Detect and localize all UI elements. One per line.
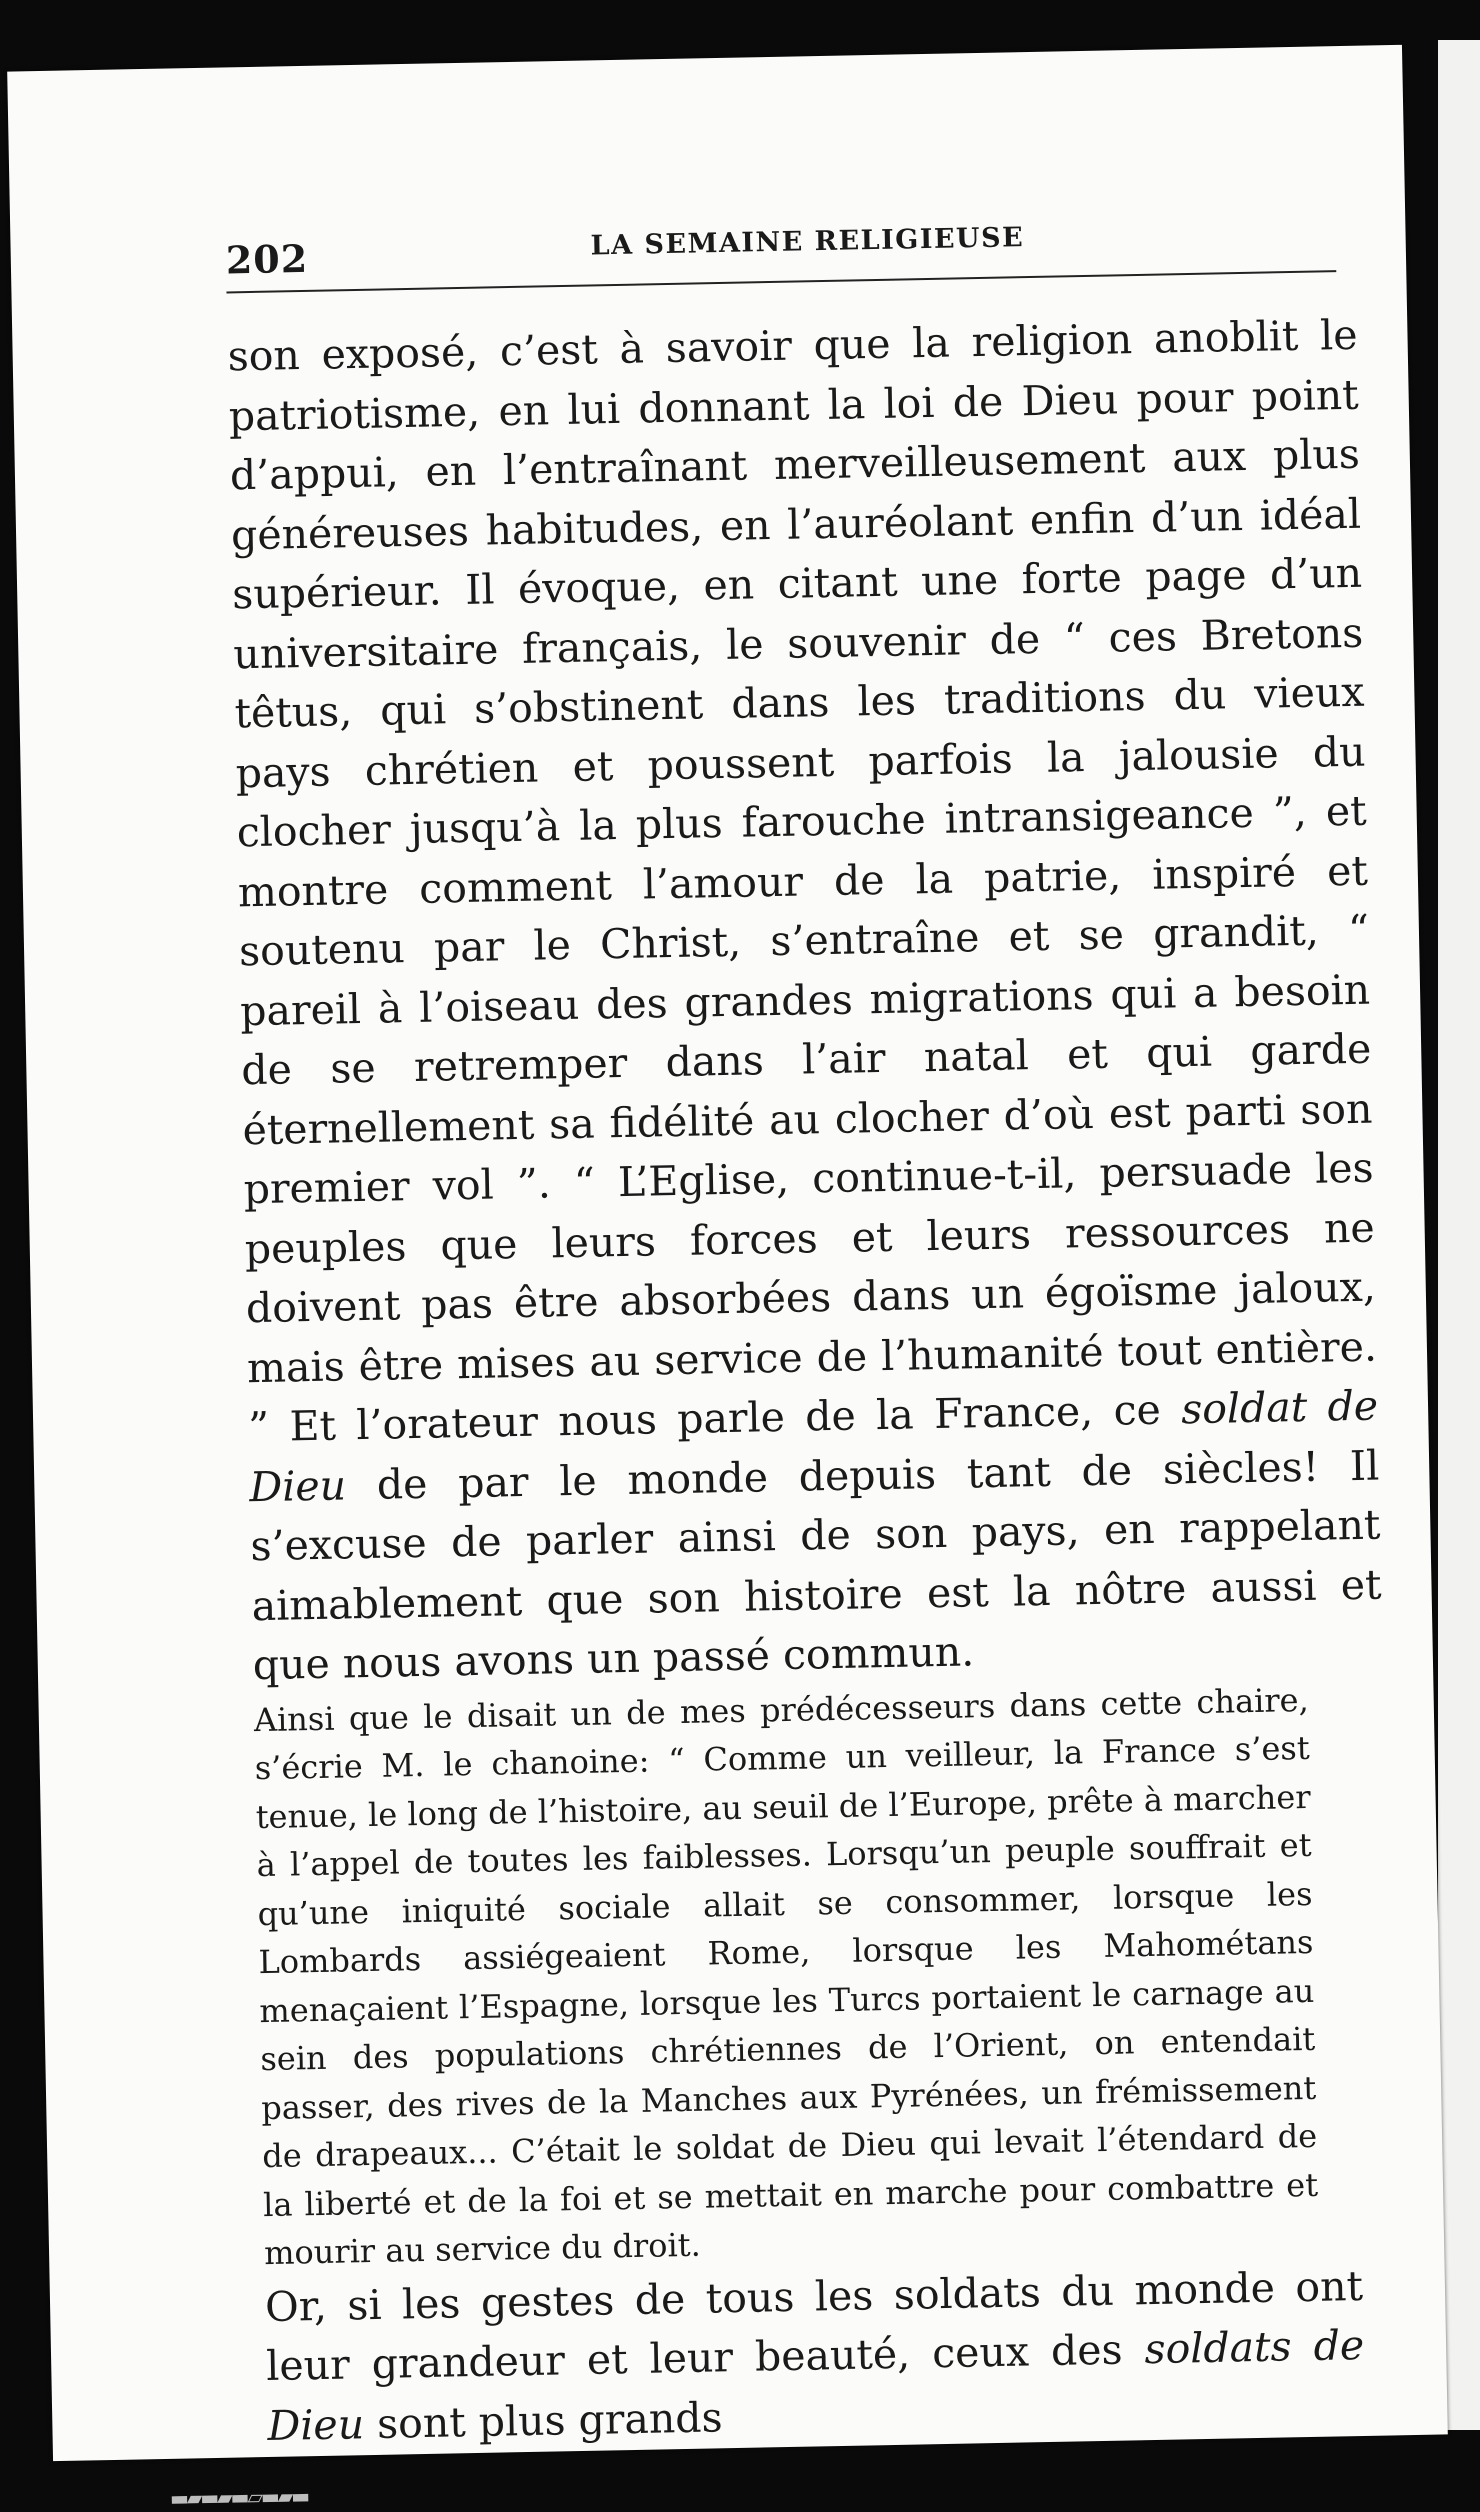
running-title: LA SEMAINE RELIGIEUSE xyxy=(590,222,1025,262)
paragraph-2-text-end: sont plus grands xyxy=(363,2392,723,2448)
block-quote: Ainsi que le disait un de mes prédécesseurs dans cette chaire, s’écrie M. le chanoine: “ Comme un veilleur, la France s’est tenue, le long de l’histoire, au seuil de l’Europe, prête à marcher à l’appel de toutes les faiblesses. Lorsqu’un peuple souffrait et qu’une iniquité sociale allait se consommer, lorsque les Lombards assiégeaient Rome, lorsque les Mahométans menaçaient l’Espagne, lorsque les Turcs portaient le carnage au sein des populations chrétiennes de l’Orient, on entendait passer, des rives de la Manches aux Pyrénées, un frémissement de drapeaux... C’était le soldat de Dieu qui levait l’étendard de la liberté et de la foi et se mettait en marche pour combattre et mourir au service du droit. xyxy=(253,1680,1319,2273)
scan-artifact: ▬▰▬▰▬▱▬▰▬ xyxy=(169,2483,309,2511)
header-rule xyxy=(226,270,1336,293)
paragraph-2 xyxy=(265,2256,1366,2456)
paragraph-1-text: son exposé, c’est à savoir que la religion anoblit le patriotisme, en lui donnant la loi de Dieu pour point d’appui, en l’entraînant merveilleusement aux plus généreuses habitudes, en l’auréolant enfin d’un idéal supérieur. Il évoque, en citant une forte page d’un universitaire français, le souvenir de “ ces Bretons têtus, qui s’obstinent dans les traditions du vieux pays chrétien et poussent parfois la jalousie du clocher jusqu’à la plus farouche intransigeance ”, et montre comment l’amour de la patrie, inspiré et soutenu par le Christ, s’entraîne et se grandit, “ pareil à l’oiseau des grandes migrations qui a besoin de se retremper dans l’air natal et qui garde éternellement sa fidélité au clocher d’où est parti son premier vol ”. “ L’Eglise, continue-t-il, persuade les peuples que leurs forces et leurs ressources ne doivent pas être absorbées dans un égoïsme jaloux, mais être mises au service de l’humanité tout entière. ” Et l’orateur nous parle de la France, ce xyxy=(227,310,1378,1452)
book-page xyxy=(7,45,1448,2461)
paragraph-1-text-end: de par le monde depuis tant de siècles! Il s’excuse de parler ainsi de son pays, en rappelant aimablement que son histoire est la nôtre aussi et que nous avons un passé commun. xyxy=(250,1441,1382,1690)
page-header xyxy=(225,195,1406,288)
paragraph-1 xyxy=(227,306,1383,1696)
page-content xyxy=(225,195,1448,2456)
page-number: 202 xyxy=(225,235,309,283)
paragraph-1-italic: soldat de Dieu xyxy=(248,1381,1379,1511)
body-text xyxy=(227,306,1398,2456)
paragraph-2-italic: soldats de Dieu xyxy=(266,2320,1365,2450)
paragraph-2-text: Or, si les gestes de tous les soldats du monde ont leur grandeur et leur beauté, ceux des xyxy=(264,2261,1364,2391)
